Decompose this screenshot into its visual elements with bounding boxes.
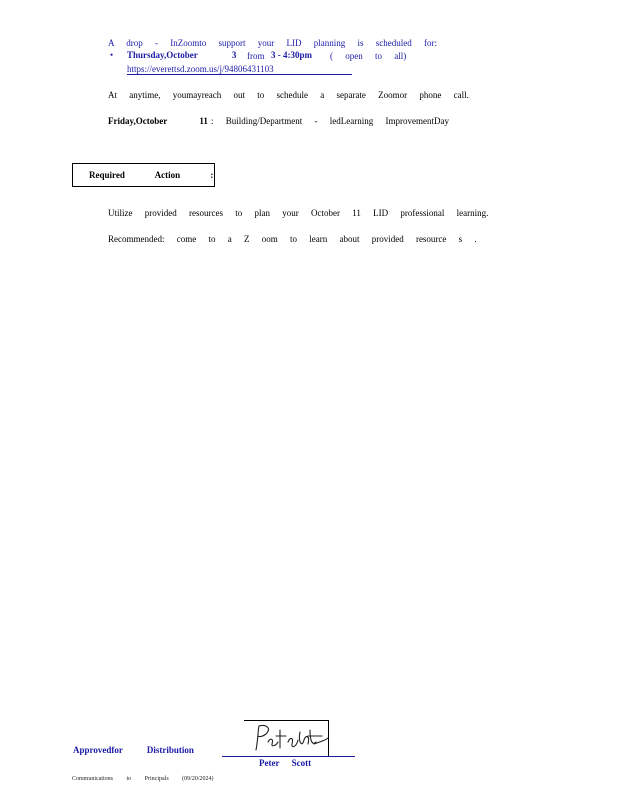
dropin-from: from [247, 51, 265, 61]
approval-label: Approvedfor Distribution [73, 745, 194, 755]
signature-line [222, 756, 355, 757]
dropin-date: Thursday,October 3 [127, 50, 237, 60]
required-action-label: Required Action : [89, 170, 214, 180]
signature-image [250, 722, 330, 754]
lid-date: Friday,October 11 [108, 116, 208, 126]
dropin-note: ( open to all) [330, 51, 407, 61]
lid-description: : Building/Department - ledLearning ImprovementDay [211, 116, 449, 126]
dropin-announcement: A drop - InZoomto support your LID planning is scheduled for: [108, 38, 437, 48]
utilize-resources: Utilize provided resources to plan your October 11 LID professional learning. [108, 208, 489, 218]
footer-text: Communications to Principals (09/20/2024) [72, 776, 214, 782]
schedule-note: At anytime, youmayreach out to schedule a separate Zoomor phone call. [108, 90, 469, 100]
zoom-link[interactable]: https://everettsd.zoom.us/j/94806431103 [127, 64, 352, 75]
sub-bullet-icon: • [110, 50, 114, 60]
signer-name: Peter Scott [259, 758, 312, 768]
recommended-note: Recommended: come to a Z oom to learn about provided resource s . [108, 234, 477, 244]
dropin-time: 3 - 4:30pm [271, 50, 312, 60]
